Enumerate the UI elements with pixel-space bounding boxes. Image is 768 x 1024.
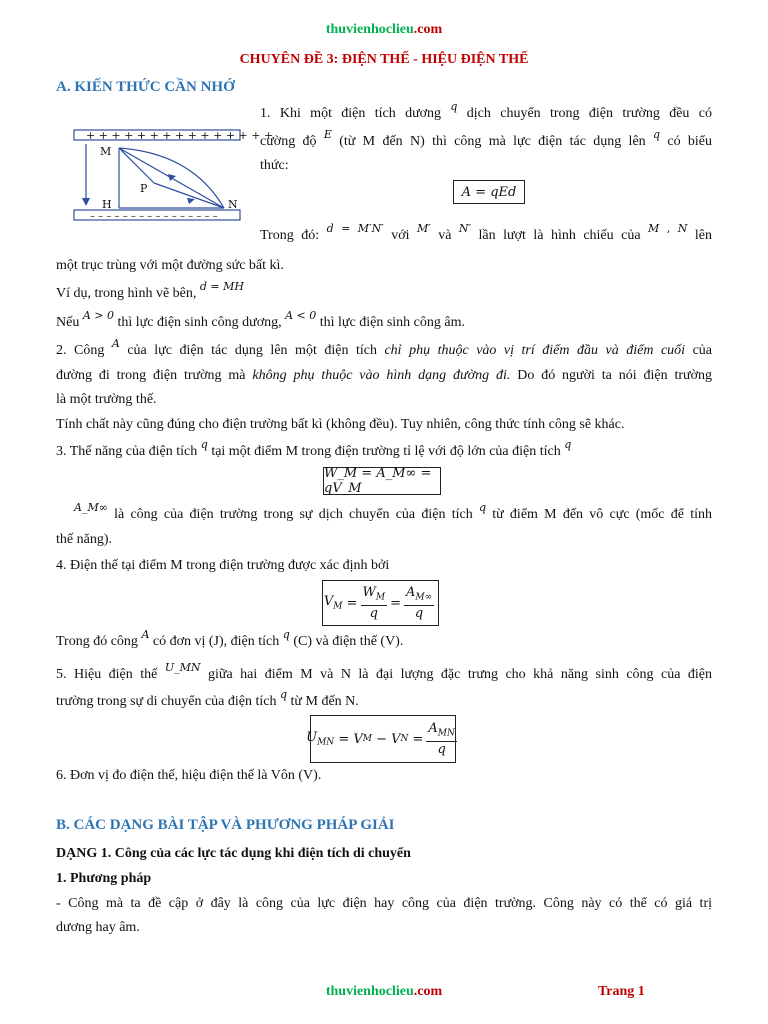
site-name: thuvienhoclieu xyxy=(325,22,414,37)
method-line2: dương hay âm. xyxy=(56,920,140,935)
section-a-heading: A. KIẾN THỨC CẦN NHỚ xyxy=(56,79,235,95)
page-number: Trang 1 xyxy=(598,984,645,999)
p3-line2: $^{A\_M\infty}$ là công của điện trường trong sự dịch chuyển của điện tích $^q$ từ điểm M đến vô cực (mốc để tính xyxy=(74,501,712,522)
p5-line1: 5. Hiệu điện thế $^{U\_MN}$ giữa hai điểm M và N là đại lượng đặc trưng cho khả năng sinh công của điện xyxy=(56,661,713,682)
p1-line5: một trục trùng với một đường sức bất kì. xyxy=(56,258,284,273)
minus-signs: – – – – – – – – – – – – – – – – xyxy=(90,211,218,222)
footer-site-tld: .com xyxy=(413,984,443,999)
p2-line1: 2. Công $^A$ của lực điện tác dụng lên một điện tích chỉ phụ thuộc vào vị trí điểm đầu và điểm cuối của xyxy=(56,337,713,358)
p3-line3: thế năng). xyxy=(56,532,112,547)
formula-potential-energy: W_M = A_M∞ = qV_M xyxy=(323,467,441,495)
p2-line3: là một trường thế. xyxy=(56,392,157,407)
page-title: CHUYÊN ĐỀ 3: ĐIỆN THẾ - HIỆU ĐIỆN THẾ xyxy=(239,52,529,67)
p1-line2: cường độ $^E$ (từ M đến N) thì công mà lực điện tác dụng lên $^q$ có biểu xyxy=(260,128,712,149)
plus-signs: + + + + + + + + + + + + + + + xyxy=(86,129,274,142)
method-heading: 1. Phương pháp xyxy=(56,871,152,886)
p2-line4: Tính chất này cũng đúng cho điện trường bất kì (không đều). Tuy nhiên, công thức tính công sẽ khác. xyxy=(56,417,625,432)
p4-line2: Trong đó công $^A$ có đơn vị (J), điện tích $^q$ (C) và điện thế (V). xyxy=(56,628,404,649)
p-to-n-line xyxy=(154,183,224,208)
header-site[interactable] xyxy=(0,22,768,38)
section-b-heading: B. CÁC DẠNG BÀI TẬP VÀ PHƯƠNG PHÁP GIẢI xyxy=(56,817,395,833)
footer-site[interactable] xyxy=(0,984,768,1000)
label-m: M xyxy=(100,145,112,158)
formula-electric-potential: $V_M$ = $\frac{W_M}{q}$ = $\frac{A_{M\infty}}{q}$ xyxy=(322,580,439,626)
formula-potential-difference: $U_{MN}$ = V M − V N = $\frac{A_{MN}}{q}$ xyxy=(310,715,456,763)
dang1-heading: DẠNG 1. Công của các lực tác dụng khi điện tích di chuyển xyxy=(56,846,411,861)
field-diagram xyxy=(72,128,274,228)
p4-line1: 4. Điện thế tại điểm M trong điện trường được xác định bởi xyxy=(56,558,390,573)
p1-line4: Trong đó: $^{d = M'N'}$ với $^{M'}$ và $^{N'}$ lần lượt là hình chiếu của $^{M , N}$ lên xyxy=(260,222,712,243)
p1-line3: thức: xyxy=(260,158,289,173)
label-h: H xyxy=(102,198,112,211)
label-p: P xyxy=(140,182,148,195)
p6-line: 6. Đơn vị đo điện thế, hiệu điện thế là Vôn (V). xyxy=(56,768,322,783)
formula-a-qed: A = qEd xyxy=(453,180,525,204)
p2-line2: đường đi trong điện trường mà không phụ thuộc vào hình dạng đường đi. Do đó người ta nói điện trường xyxy=(56,368,713,383)
p1-line1: 1. Khi một điện tích dương $^q$ dịch chuyển trong điện trường đều có xyxy=(260,100,712,121)
p3-line1: 3. Thế năng của điện tích $^q$ tại một điểm M trong điện trường tỉ lệ với độ lớn của điện tích $^q$ xyxy=(56,438,572,459)
p5-line2: trường trong sự di chuyển của điện tích $^q$ từ M đến N. xyxy=(56,688,359,709)
footer-site-name: thuvienhoclieu xyxy=(325,984,414,999)
p1-line7: Nếu $^{A > 0}$ thì lực điện sinh công dương, $^{A < 0}$ thì lực điện sinh công âm. xyxy=(56,309,465,330)
label-n: N xyxy=(228,198,238,211)
method-line1: - Công mà ta đề cập ở đây là công của lực điện hay công của điện trường. Công này có thể có giá trị xyxy=(56,896,712,911)
site-tld: .com xyxy=(413,22,443,37)
p1-line6: Ví dụ, trong hình vẽ bên, $^{d = MH}$ xyxy=(56,280,244,301)
